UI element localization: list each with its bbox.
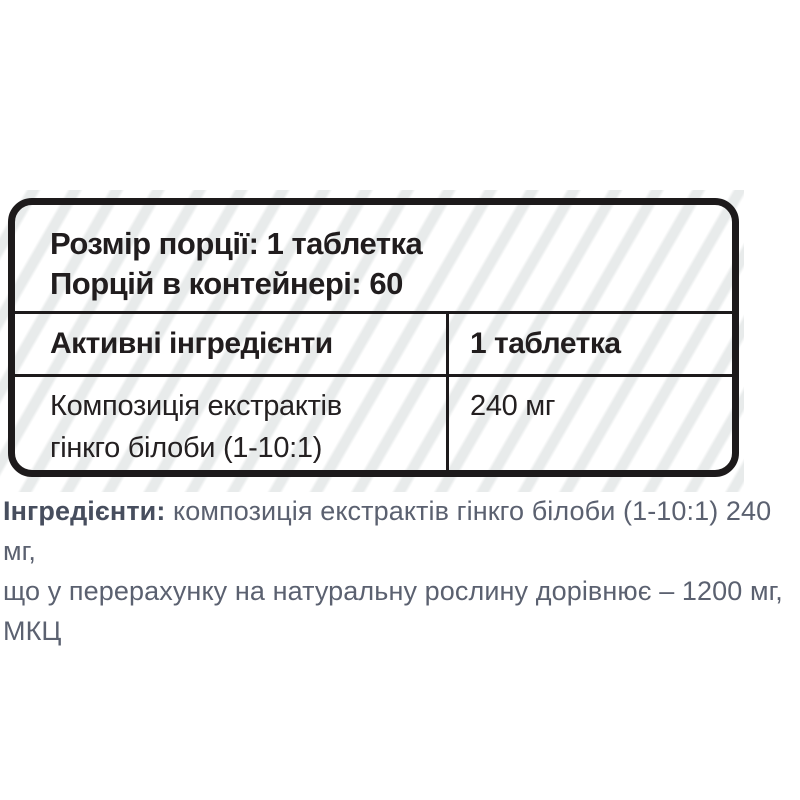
ingredient-name-line1: Композиція екстрактів (50, 390, 342, 422)
ingredients-line-1-text: композиція екстрактів гінкго білоби (1-10:1) 240 мг, (3, 496, 772, 566)
table-data-row (15, 377, 732, 470)
ingredient-name-cell (15, 377, 446, 470)
header-per-tablet: 1 таблетка (470, 327, 621, 360)
table-header-row (15, 314, 732, 374)
ingredients-line-2: що у перерахунку на натуральну рослину дорівнює – 1200 мг, (3, 576, 783, 606)
ingredients-line-3: МКЦ (3, 616, 62, 646)
supplement-facts-panel (0, 190, 744, 492)
header-active-ingredients: Активні інгредієнти (50, 327, 333, 360)
ingredients-line-1 (3, 491, 799, 571)
servings-per-container-text: Порцій в контейнері: 60 (50, 266, 403, 301)
serving-size-text: Розмір порції: 1 таблетка (50, 226, 423, 261)
ingredients-label: Інгредієнти: (3, 496, 166, 526)
supplement-facts-table (8, 198, 739, 477)
ingredients-paragraph (3, 491, 799, 651)
serving-info-row (15, 205, 732, 311)
ingredient-name-line2: гінкго білоби (1-10:1) (50, 432, 323, 464)
ingredient-amount-cell: 240 мг (470, 390, 556, 422)
